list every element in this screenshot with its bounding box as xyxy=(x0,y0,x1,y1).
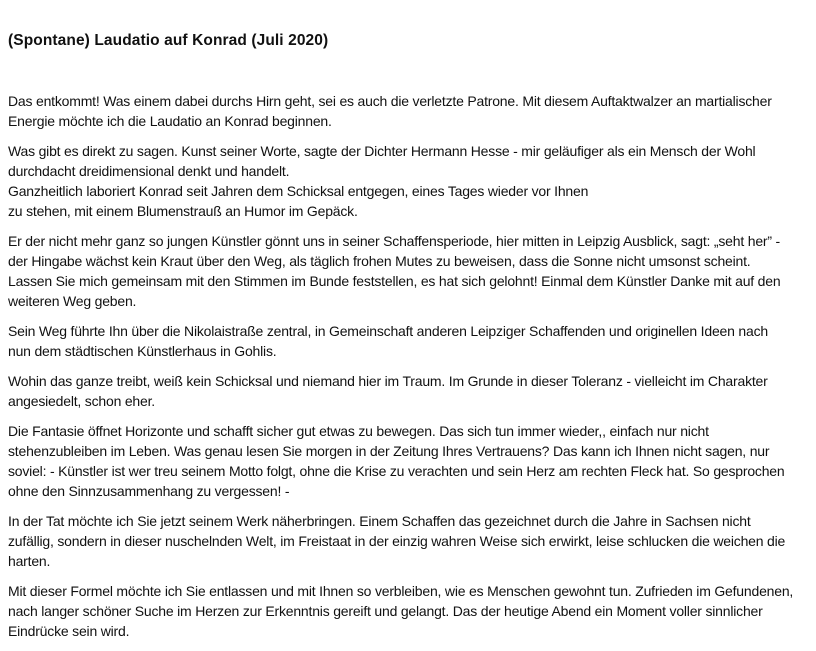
paragraph-line: ohne den Sinnzusammenhang zu vergessen! - xyxy=(8,483,290,499)
paragraph-line: Eindrücke sein wird. xyxy=(8,623,130,639)
document-body xyxy=(8,91,808,651)
paragraph-line: weiteren Weg geben. xyxy=(8,293,137,309)
paragraph-line: angesiedelt, schon eher. xyxy=(8,393,155,409)
paragraph-line: zu stehen, mit einem Blumenstrauß an Humor im Gepäck. xyxy=(8,203,358,219)
paragraph-line: soviel: - Künstler ist wer treu seinem Motto folgt, ohne die Krise zu verachten und sein Herz am rechten Fleck hat. So gesprochen xyxy=(8,463,785,479)
paragraph xyxy=(8,141,808,221)
paragraph-line: Sein Weg führte Ihn über die Nikolaistraße zentral, in Gemeinschaft anderen Leipziger Schaffenden und originellen Ideen nach xyxy=(8,323,768,339)
paragraph-line: Ganzheitlich laboriert Konrad seit Jahren dem Schicksal entgegen, eines Tages wieder vor Ihnen xyxy=(8,183,589,199)
paragraph xyxy=(8,231,808,311)
paragraph-line: durchdacht dreidimensional denkt und handelt. xyxy=(8,163,290,179)
page-title: (Spontane) Laudatio auf Konrad (Juli 2020) xyxy=(8,32,329,49)
paragraph-line: Wohin das ganze treibt, weiß kein Schicksal und niemand hier im Traum. Im Grunde in dieser Toleranz - vielleicht im Charakter xyxy=(8,373,768,389)
paragraph-line: stehenzubleiben im Leben. Was genau lesen Sie morgen in der Zeitung Ihres Vertrauens? Das kann ich Ihnen nicht sagen, nur xyxy=(8,443,770,459)
paragraph-line: Lassen Sie mich gemeinsam mit den Stimmen im Bunde feststellen, es hat sich gelohnt! Einmal dem Künstler Danke mit auf den xyxy=(8,273,781,289)
paragraph xyxy=(8,321,808,361)
paragraph-line: Er der nicht mehr ganz so jungen Künstler gönnt uns in seiner Schaffensperiode, hier mitten in Leipzig Ausblick, sagt: „seht her” - xyxy=(8,233,780,249)
paragraph-line: Das entkommt! Was einem dabei durchs Hirn geht, sei es auch die verletzte Patrone. Mit diesem Auftaktwalzer an martialischer xyxy=(8,93,772,109)
paragraph-line: Energie möchte ich die Laudatio an Konrad beginnen. xyxy=(8,113,332,129)
paragraph-line: der Hingabe wächst kein Kraut über den Weg, als täglich frohen Mutes zu beweisen, dass die Sonne nicht umsonst scheint. xyxy=(8,253,751,269)
paragraph-line: nun dem städtischen Künstlerhaus in Gohlis. xyxy=(8,343,277,359)
paragraph xyxy=(8,91,808,131)
paragraph xyxy=(8,421,808,501)
paragraph-line: In der Tat möchte ich Sie jetzt seinem Werk näherbringen. Einem Schaffen das gezeichnet durch die Jahre in Sachsen nicht xyxy=(8,513,751,529)
paragraph-line: zufällig, sondern in dieser nuschelnden Welt, im Freistaat in der einzig wahren Weise sich erwirkt, leise schlucken die weichen die xyxy=(8,533,786,549)
paragraph xyxy=(8,371,808,411)
paragraph-line: Mit dieser Formel möchte ich Sie entlassen und mit Ihnen so verbleiben, wie es Menschen gewohnt tun. Zufrieden im Gefundenen, xyxy=(8,583,794,599)
paragraph-line: Die Fantasie öffnet Horizonte und schafft sicher gut etwas zu bewegen. Das sich tun immer wieder,, einfach nur nicht xyxy=(8,423,709,439)
paragraph-line: Was gibt es direkt zu sagen. Kunst seiner Worte, sagte der Dichter Hermann Hesse - mir geläufiger als ein Mensch der Wohl xyxy=(8,143,756,159)
paragraph-line: harten. xyxy=(8,553,51,569)
paragraph xyxy=(8,581,808,641)
paragraph xyxy=(8,511,808,571)
paragraph-line: nach langer schöner Suche im Herzen zur Erkenntnis gereift und gelangt. Das der heutige Abend ein Moment voller sinnlicher xyxy=(8,603,763,619)
